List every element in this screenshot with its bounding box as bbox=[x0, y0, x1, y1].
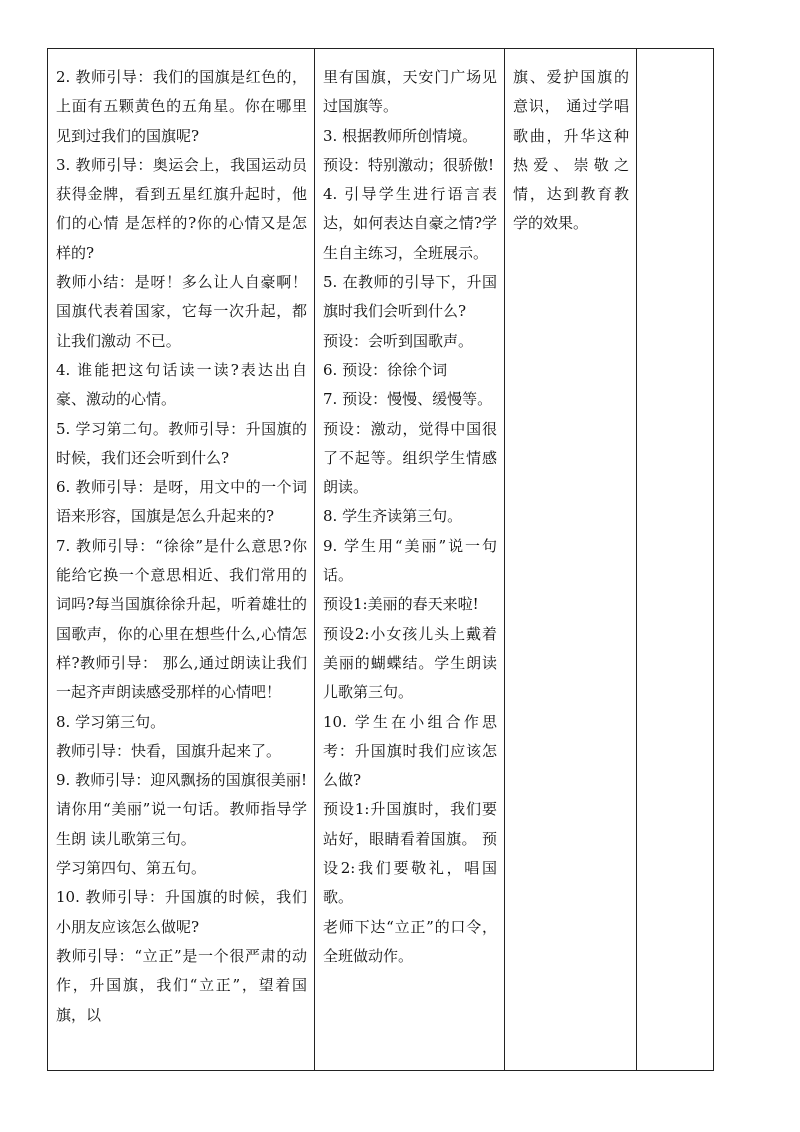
student-paragraph: 6. 预设：徐徐个词 bbox=[323, 360, 448, 379]
student-paragraph: 预设1:美丽的春天来啦! bbox=[323, 595, 479, 614]
teacher-paragraph: 教师引导：“立正”是一个很严肃的动作，升国旗，我们“立正”，望着国旗，以 bbox=[56, 946, 307, 1024]
student-paragraph: 10. 学生在小组合作思考：升国旗时我们应该怎么做? bbox=[323, 712, 497, 790]
teacher-paragraph: 教师小结：是呀！多么让人自豪啊！国旗代表着国家，它每一次升起，都让我们激动 不已。 bbox=[56, 273, 307, 350]
student-paragraph: 3. 根据教师所创情境。 bbox=[323, 126, 478, 145]
student-paragraph: 5. 在教师的引导下，升国旗时我们会听到什么? bbox=[323, 273, 497, 321]
student-activity-cell bbox=[315, 49, 505, 1071]
teacher-paragraph: 9. 教师引导：迎风飘扬的国旗很美丽!请你用“美丽”说一句话。教师指导学生朗 读儿歌第三句。 bbox=[56, 771, 307, 848]
teacher-paragraph: 4. 谁能把这句话读一读?表达出自豪、激动的心情。 bbox=[56, 360, 307, 409]
teacher-paragraph: 学习第四句、第五句。 bbox=[56, 859, 207, 878]
teacher-paragraph: 8. 学习第三句。 bbox=[56, 712, 166, 731]
lesson-plan-table bbox=[47, 48, 714, 1071]
notes-cell bbox=[637, 49, 714, 1071]
student-paragraph: 7. 预设：慢慢、缓慢等。 bbox=[323, 390, 493, 409]
teacher-paragraph: 7. 教师引导：“徐徐”是什么意思?你能给它换一个意思相近、我们常用的词吗?每当国旗徐徐升起，听着雄壮的国歌声，你的心里在想些什么,心情怎样?教师引导： 那么,通过朗读让我们一起齐声朗读感受那样的心情吧！ bbox=[56, 536, 307, 702]
teacher-paragraph: 10. 教师引导：升国旗的时候，我们小朋友应该怎么做呢? bbox=[56, 888, 307, 936]
student-paragraph: 里有国旗，天安门广场见过国旗等。 bbox=[323, 68, 497, 116]
teacher-paragraph: 教师引导：快看，国旗升起来了。 bbox=[56, 741, 282, 760]
student-paragraph: 预设2:小女孩儿头上戴着美丽的蝴蝶结。学生朗读儿歌第三句。 bbox=[323, 624, 497, 702]
student-paragraph: 预设：激动，觉得中国很了不起等。组织学生情感朗读。 bbox=[323, 419, 497, 497]
teacher-paragraph: 2. 教师引导：我们的国旗是红色的，上面有五颗黄色的五角星。你在哪里见到过我们的国旗呢? bbox=[56, 68, 307, 145]
design-intent-cell bbox=[505, 49, 637, 1071]
teacher-paragraph: 3. 教师引导：奥运会上，我国运动员获得金牌，看到五星红旗升起时，他们的心情 是怎样的?你的心情又是怎样的? bbox=[56, 155, 307, 262]
student-paragraph: 预设：特别激动；很骄傲! bbox=[323, 155, 495, 174]
teacher-paragraph: 5. 学习第二句。教师引导：升国旗的时候，我们还会听到什么? bbox=[56, 419, 307, 467]
student-paragraph: 8. 学生齐读第三句。 bbox=[323, 507, 463, 526]
teacher-paragraph: 6. 教师引导：是呀，用文中的一个词语来形容，国旗是怎么升起来的? bbox=[56, 478, 307, 526]
student-paragraph: 预设：会听到国歌声。 bbox=[323, 331, 474, 350]
teacher-activity-cell bbox=[48, 49, 315, 1071]
table-row bbox=[48, 49, 714, 1071]
student-paragraph: 老师下达“立正”的口令，全班做动作。 bbox=[323, 917, 497, 965]
design-intent-paragraph: 旗、爱护国旗的意识， 通过学唱歌曲，升华这种热爱、崇敬之情，达到教育教学的效果。 bbox=[513, 68, 629, 233]
student-paragraph: 4. 引导学生进行语言表达，如何表达自豪之情?学生自主练习，全班展示。 bbox=[323, 185, 497, 262]
student-paragraph: 预设1:升国旗时，我们要站好，眼睛看着国旗。 预设2:我们要敬礼，唱国歌。 bbox=[323, 800, 497, 907]
student-paragraph: 9. 学生用“美丽”说一句话。 bbox=[323, 536, 497, 585]
